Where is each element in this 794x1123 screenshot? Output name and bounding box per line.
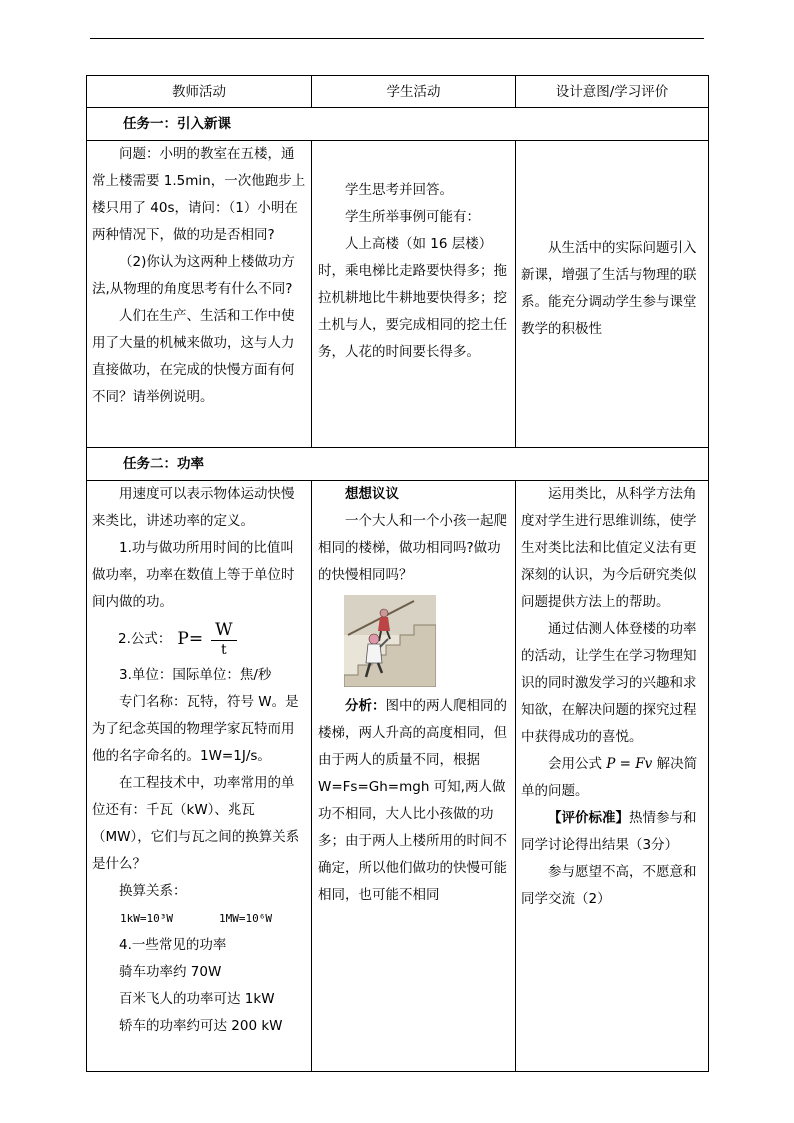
power-sprinter: 百米飞人的功率可达 1kW: [119, 991, 275, 1007]
task1-student-p1: 学生思考并回答。: [345, 182, 453, 198]
task2-definition: 1.功与做功所用时间的比值叫做功率，功率在数值上等于单位时间内做的功。: [92, 540, 295, 610]
header-design: 设计意图/学习评价: [516, 76, 709, 108]
evaluation-text: 热情参与和同学讨论得出结果（3分）: [521, 810, 697, 853]
formula-usage-pre: 会用公式: [548, 756, 602, 772]
task2-title-row: [87, 448, 709, 481]
task2-student-cell: [312, 481, 516, 1072]
design-activity: 通过估测人体登楼的功率的活动，让学生在学习物理知识的同时激发学习的兴趣和求知欲，在解决问题的探究过程中获得成功的喜悦。: [521, 621, 697, 745]
task1-design-cell: [516, 141, 709, 448]
header-rule: [90, 38, 704, 39]
task2-row: [87, 481, 709, 1072]
analysis-label: 分析：: [345, 698, 386, 714]
analysis-paragraph: [318, 693, 509, 909]
task2-engineering-units: 在工程技术中，功率常用的单位还有：千瓦（kW）、兆瓦（MW），它们与瓦之间的换算关系是什么？: [92, 775, 300, 872]
formula-fraction: [211, 620, 236, 659]
power-bike: 骑车功率约 70W: [119, 964, 222, 980]
task2-title: 任务二：功率: [87, 448, 709, 481]
task1-title: 任务一：引入新课: [87, 108, 709, 141]
conversion-relations: [92, 905, 306, 932]
task1-teacher-p2: （2)你认为这两种上楼做功方法,从物理的角度思考有什么不同?: [92, 254, 295, 297]
lesson-table: [86, 75, 709, 1072]
task2-intro: 用速度可以表示物体运动快慢来类比，讲述功率的定义。: [92, 486, 295, 529]
conversion-kw: 1kW=10³W: [120, 912, 173, 925]
analysis-text: 图中的两人爬相同的楼梯，两人升高的高度相同，但由于两人的质量不同，根据W=Fs=Gh=mgh 可知,两人做功不相同，大人比小孩做的功多；由于两人上楼所用的时间不确定，所以他们做功的快慢可能相同，也可能不相同: [318, 698, 507, 903]
evaluation-criteria: [521, 805, 703, 859]
task2-teacher-cell: [87, 481, 312, 1072]
formula-lhs: P=: [177, 628, 204, 649]
task2-design-cell: [516, 481, 709, 1072]
task1-student-p3: 人上高楼（如 16 层楼）时，乘电梯比走路要快得多；拖拉机耕地比牛耕地要快得多；挖土机与人，要完成相同的挖土任务，人花的时间要长得多。: [318, 236, 507, 360]
formula-numerator: W: [211, 620, 236, 641]
design-analogy: 运用类比，从科学方法角度对学生进行思维训练，使学生对类比法和比值定义法有更深刻的认识，为今后研究类似问题提供方法上的帮助。: [521, 486, 697, 610]
conversion-mw: 1MW=10⁶W: [218, 912, 272, 925]
task1-student-p2: 学生所举事例可能有：: [345, 209, 480, 225]
evaluation-label: 【评价标准】: [548, 810, 629, 826]
formula-label: 2.公式：: [118, 630, 172, 647]
task1-teacher-cell: [87, 141, 312, 448]
stairs-illustration: [344, 595, 436, 687]
think-discuss-question: 一个大人和一个小孩一起爬相同的楼梯，做功相同吗?做功的快慢相同吗？: [318, 513, 507, 583]
task1-teacher-p3: 人们在生产、生活和工作中使用了大量的机械来做功，这与人力直接做功，在完成的快慢方面有何不同？请举例说明。: [92, 308, 295, 405]
evaluation-low: 参与愿望不高，不愿意和同学交流（2）: [521, 864, 697, 907]
task2-unit: 3.单位：国际单位：焦/秒: [119, 667, 272, 683]
design-formula-usage: [521, 751, 703, 805]
task2-conversion-label: 换算关系：: [119, 883, 187, 899]
task2-unit-name: 专门名称：瓦特，符号 W。是为了纪念英国的物理学家瓦特而用他的名字命名的。1W=1J/s。: [92, 694, 299, 764]
formula-p-fv: P = Fv: [606, 756, 653, 772]
task1-teacher-p1: 问题：小明的教室在五楼，通常上楼需要 1.5min，一次他跑步上楼只用了 40s，请问：（1）小明在两种情况下，做的功是否相同?: [92, 146, 306, 243]
task1-design-text: 从生活中的实际问题引入新课，增强了生活与物理的联系。能充分调动学生参与课堂教学的积极性: [521, 240, 697, 337]
power-formula: [92, 616, 306, 662]
stairs-climbing-image: [344, 595, 436, 687]
power-car: 轿车的功率约可达 200 kW: [119, 1018, 283, 1034]
task2-common-power: 4.一些常见的功率: [119, 937, 227, 953]
table-header-row: [87, 76, 709, 108]
task1-row: [87, 141, 709, 448]
think-discuss-heading: 想想议议: [345, 486, 399, 502]
header-teacher: 教师活动: [87, 76, 312, 108]
task1-student-cell: [312, 141, 516, 448]
header-student: 学生活动: [312, 76, 516, 108]
formula-denominator: t: [221, 641, 227, 658]
task1-title-row: [87, 108, 709, 141]
formula-usage-post: 解决简单的问题。: [521, 756, 698, 799]
